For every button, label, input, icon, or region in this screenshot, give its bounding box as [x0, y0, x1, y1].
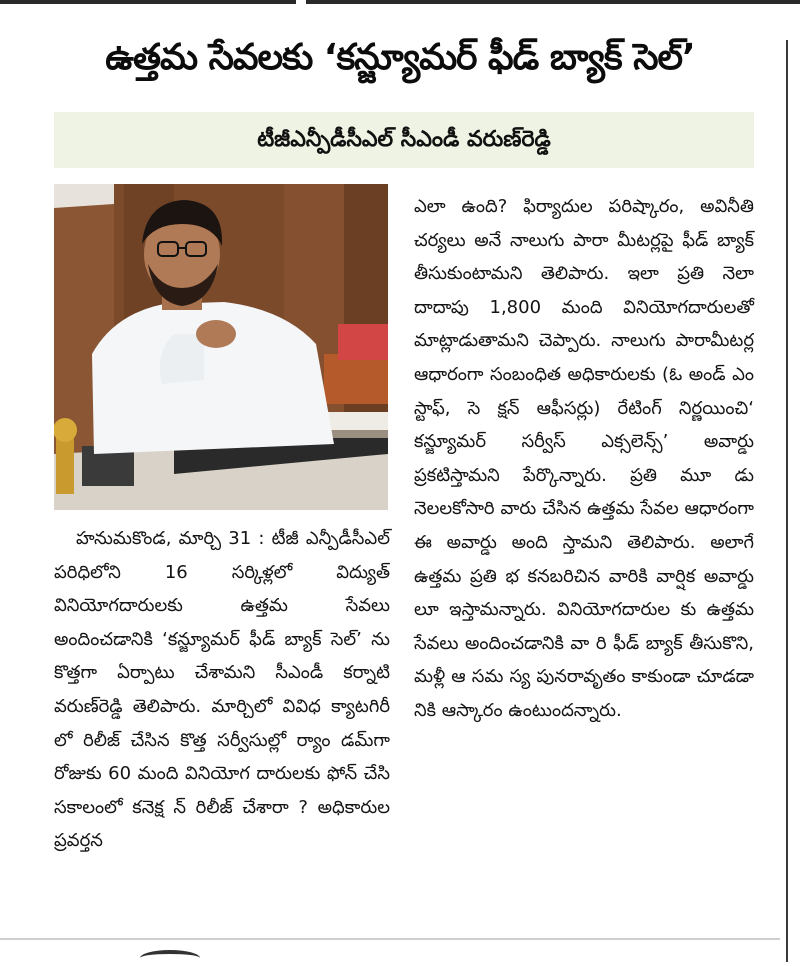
top-rule — [0, 0, 800, 4]
top-rule-gap — [296, 0, 306, 4]
right-column-text: ఎలా ఉంది? ఫిర్యాదుల పరిష్కారం, అవినీతి చర్యలు అనే నాలుగు పారా మీటర్లపై ఫీడ్ బ్యాక్ తీసుకుంటామని తెలిపారు. ఇలా ప్రతి నెలా దాదాపు 1,800 మంది వినియోగదారులతో మాట్లాడుతామని చెప్పారు. నాలుగు పారామీటర్ల ఆధారంగా సంబంధిత అధికారులకు (ఓ అండ్ ఎం స్టాఫ్, సె క్షన్ ఆఫీసర్లు) రేటింగ్ నిర్ణయించి‘ కన్జ్యూమర్ సర్వీస్ ఎక్సలెన్స్’ అవార్డు ప్రకటిస్తామని పేర్కొన్నారు. ప్రతి మూ డు నెలలకోసారి వారు చేసిన ఉత్తమ సేవల ఆధారంగా ఈ అవార్డు అంది స్తామని తెలిపారు. అలాగే ఉత్తమ ప్రతి భ కనబరిచిన వారికి వార్షిక అవార్డు లూ ఇస్తామన్నారు. వినియోగదారుల కు ఉత్తమ సేవలు అందించడానికి వా రి ఫీడ్ బ్యాక్ తీసుకొని, మళ్లీ ఆ సమ స్య పునరావృతం కాకుండా చూడడా నికి ఆస్కారం ఉంటుందన్నారు. — [414, 196, 754, 721]
column-divider-rule — [786, 40, 788, 962]
article-headline: ఉత్తమ సేవలకు ‘కన్జ్యూమర్ ఫీడ్ బ్యాక్ సెల్’ — [105, 37, 695, 78]
next-article-fragment — [140, 950, 200, 966]
article-photo — [54, 184, 388, 510]
article-body-right-column — [414, 190, 754, 728]
person-photo-icon — [54, 184, 388, 510]
article-subheadline: టీజీఎన్పీడీసీఎల్ సీఎండీ వరుణ్‌రెడ్డి — [257, 127, 551, 152]
bottom-rule — [0, 938, 780, 940]
left-column-text: హనుమకొండ, మార్చి 31 : టీజీ ఎన్పీడీసీఎల్ పరిధిలోని 16 సర్కిళ్లలో విద్యుత్ వినియోగదారులకు ఉత్తమ సేవలు అందించడానికి ‘కన్జ్యూమర్ ఫీడ్ బ్యాక్ సెల్’ ను కొత్తగా ఏర్పాటు చేశామని సీఎండీ కర్నాటి వరుణ్‌రెడ్డి తెలిపారు. మార్చిలో వివిధ క్యాటగిరీ లో రిలీజ్ చేసిన కొత్త సర్వీసుల్లో ర్యాం డమ్‌గా రోజుకు 60 మంది వినియోగ దారులకు ఫోన్ చేసి సకాలంలో కనెక్ష న్ రిలీజ్ చేశారా ? అధికారుల ప్రవర్తన — [54, 528, 390, 852]
article-body-left-column — [54, 522, 390, 858]
